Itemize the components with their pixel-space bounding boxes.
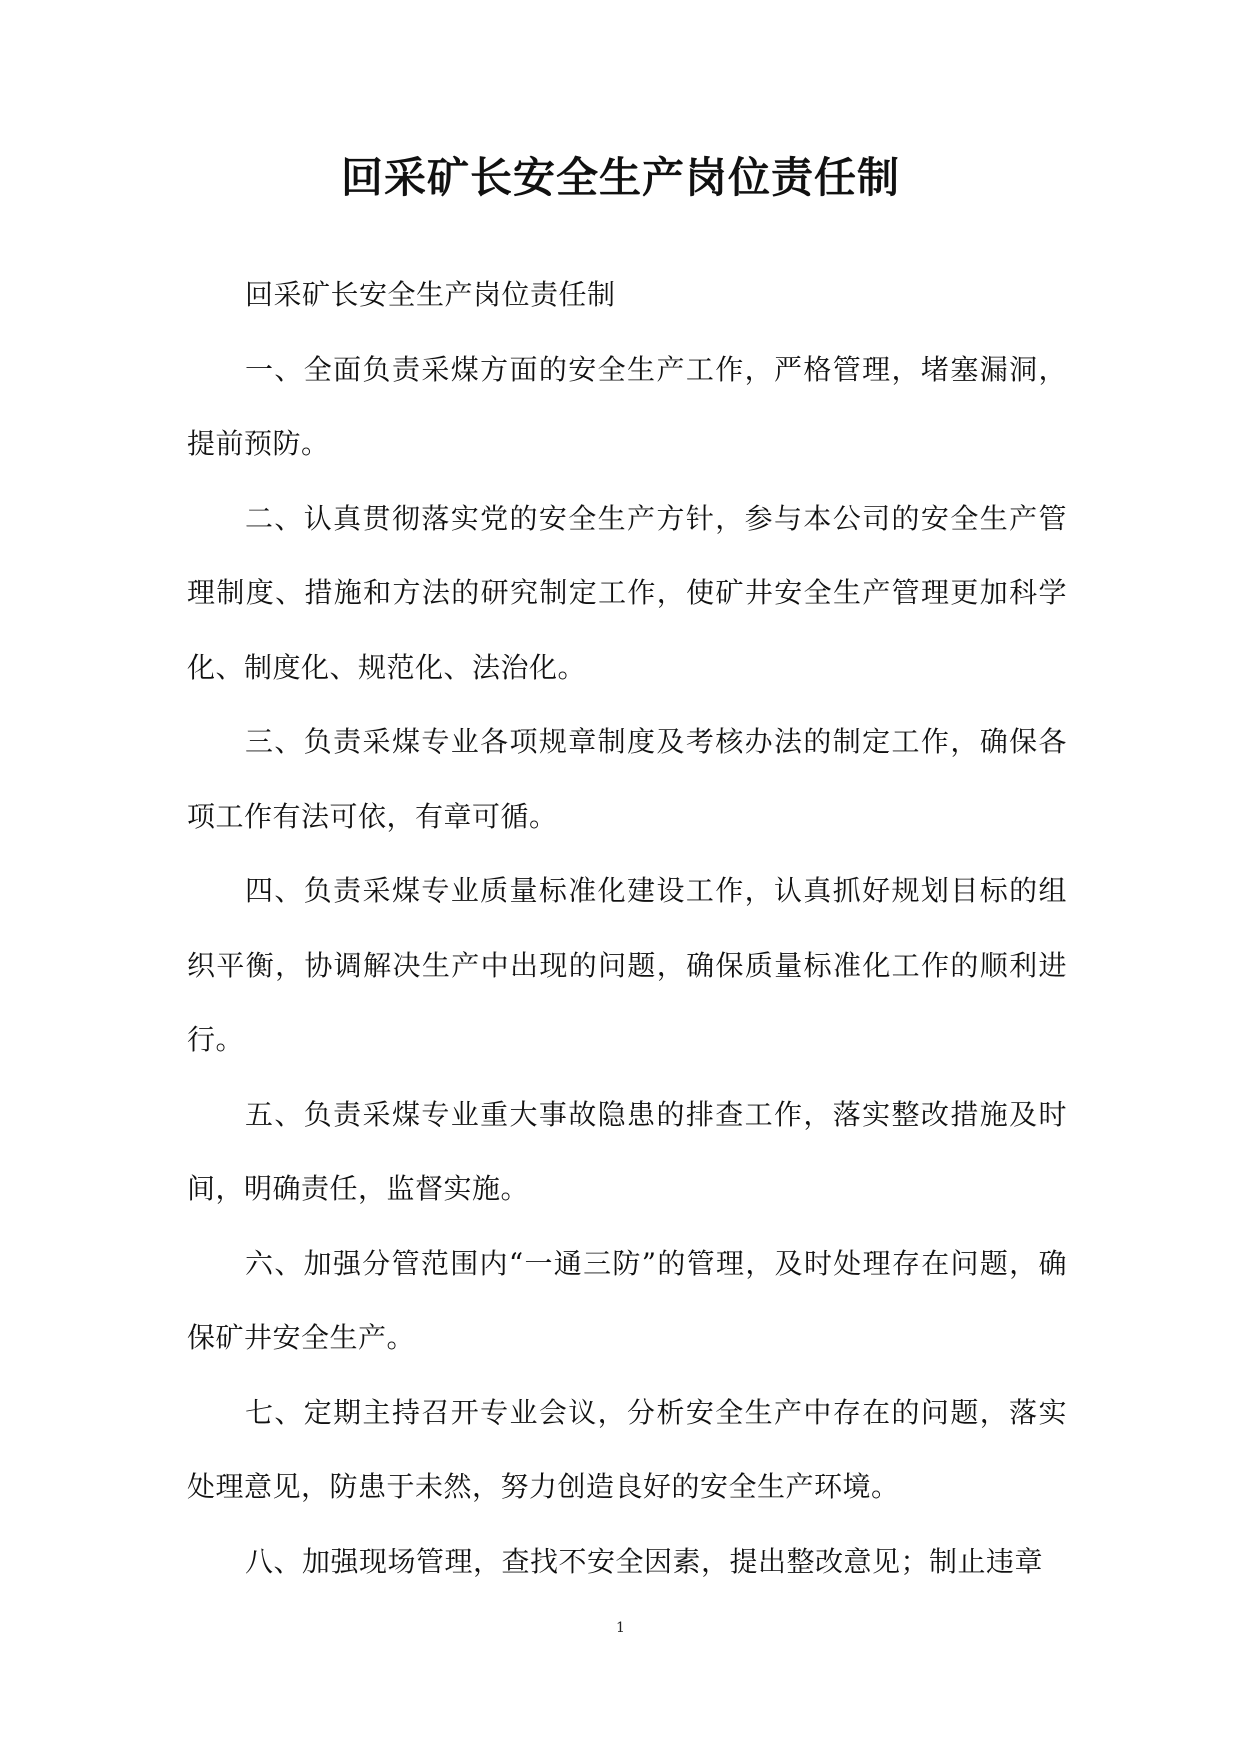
paragraph-4: 四、负责采煤专业质量标准化建设工作，认真抓好规划目标的组织平衡，协调解决生产中出现的问题，确保质量标准化工作的顺利进行。 (187, 874, 1067, 1056)
document-body (187, 258, 1067, 1599)
paragraph-5: 五、负责采煤专业重大事故隐患的排查工作，落实整改措施及时间，明确责任，监督实施。 (187, 1097, 1067, 1205)
page-title: 回采矿长安全生产岗位责任制 (340, 153, 900, 202)
paragraph-2: 二、认真贯彻落实党的安全生产方针，参与本公司的安全生产管理制度、措施和方法的研究制定工作，使矿井安全生产管理更加科学化、制度化、规范化、法治化。 (187, 501, 1067, 684)
paragraph-3: 三、负责采煤专业各项规章制度及考核办法的制定工作，确保各项工作有法可依，有章可循。 (187, 725, 1067, 833)
page-number: 1 (616, 1620, 625, 1636)
paragraph-8: 八、加强现场管理，查找不安全因素，提出整改意见；制止违章 (245, 1544, 1044, 1578)
paragraph-heading: 回采矿长安全生产岗位责任制 (245, 278, 616, 311)
paragraph-6: 六、加强分管范围内“一通三防”的管理，及时处理存在问题，确保矿井安全生产。 (187, 1246, 1067, 1354)
paragraph-1: 一、全面负责采煤方面的安全生产工作，严格管理，堵塞漏洞，提前预防。 (187, 352, 1067, 460)
paragraph-7: 七、定期主持召开专业会议，分析安全生产中存在的问题，落实处理意见，防患于未然，努力创造良好的安全生产环境。 (187, 1395, 1067, 1503)
